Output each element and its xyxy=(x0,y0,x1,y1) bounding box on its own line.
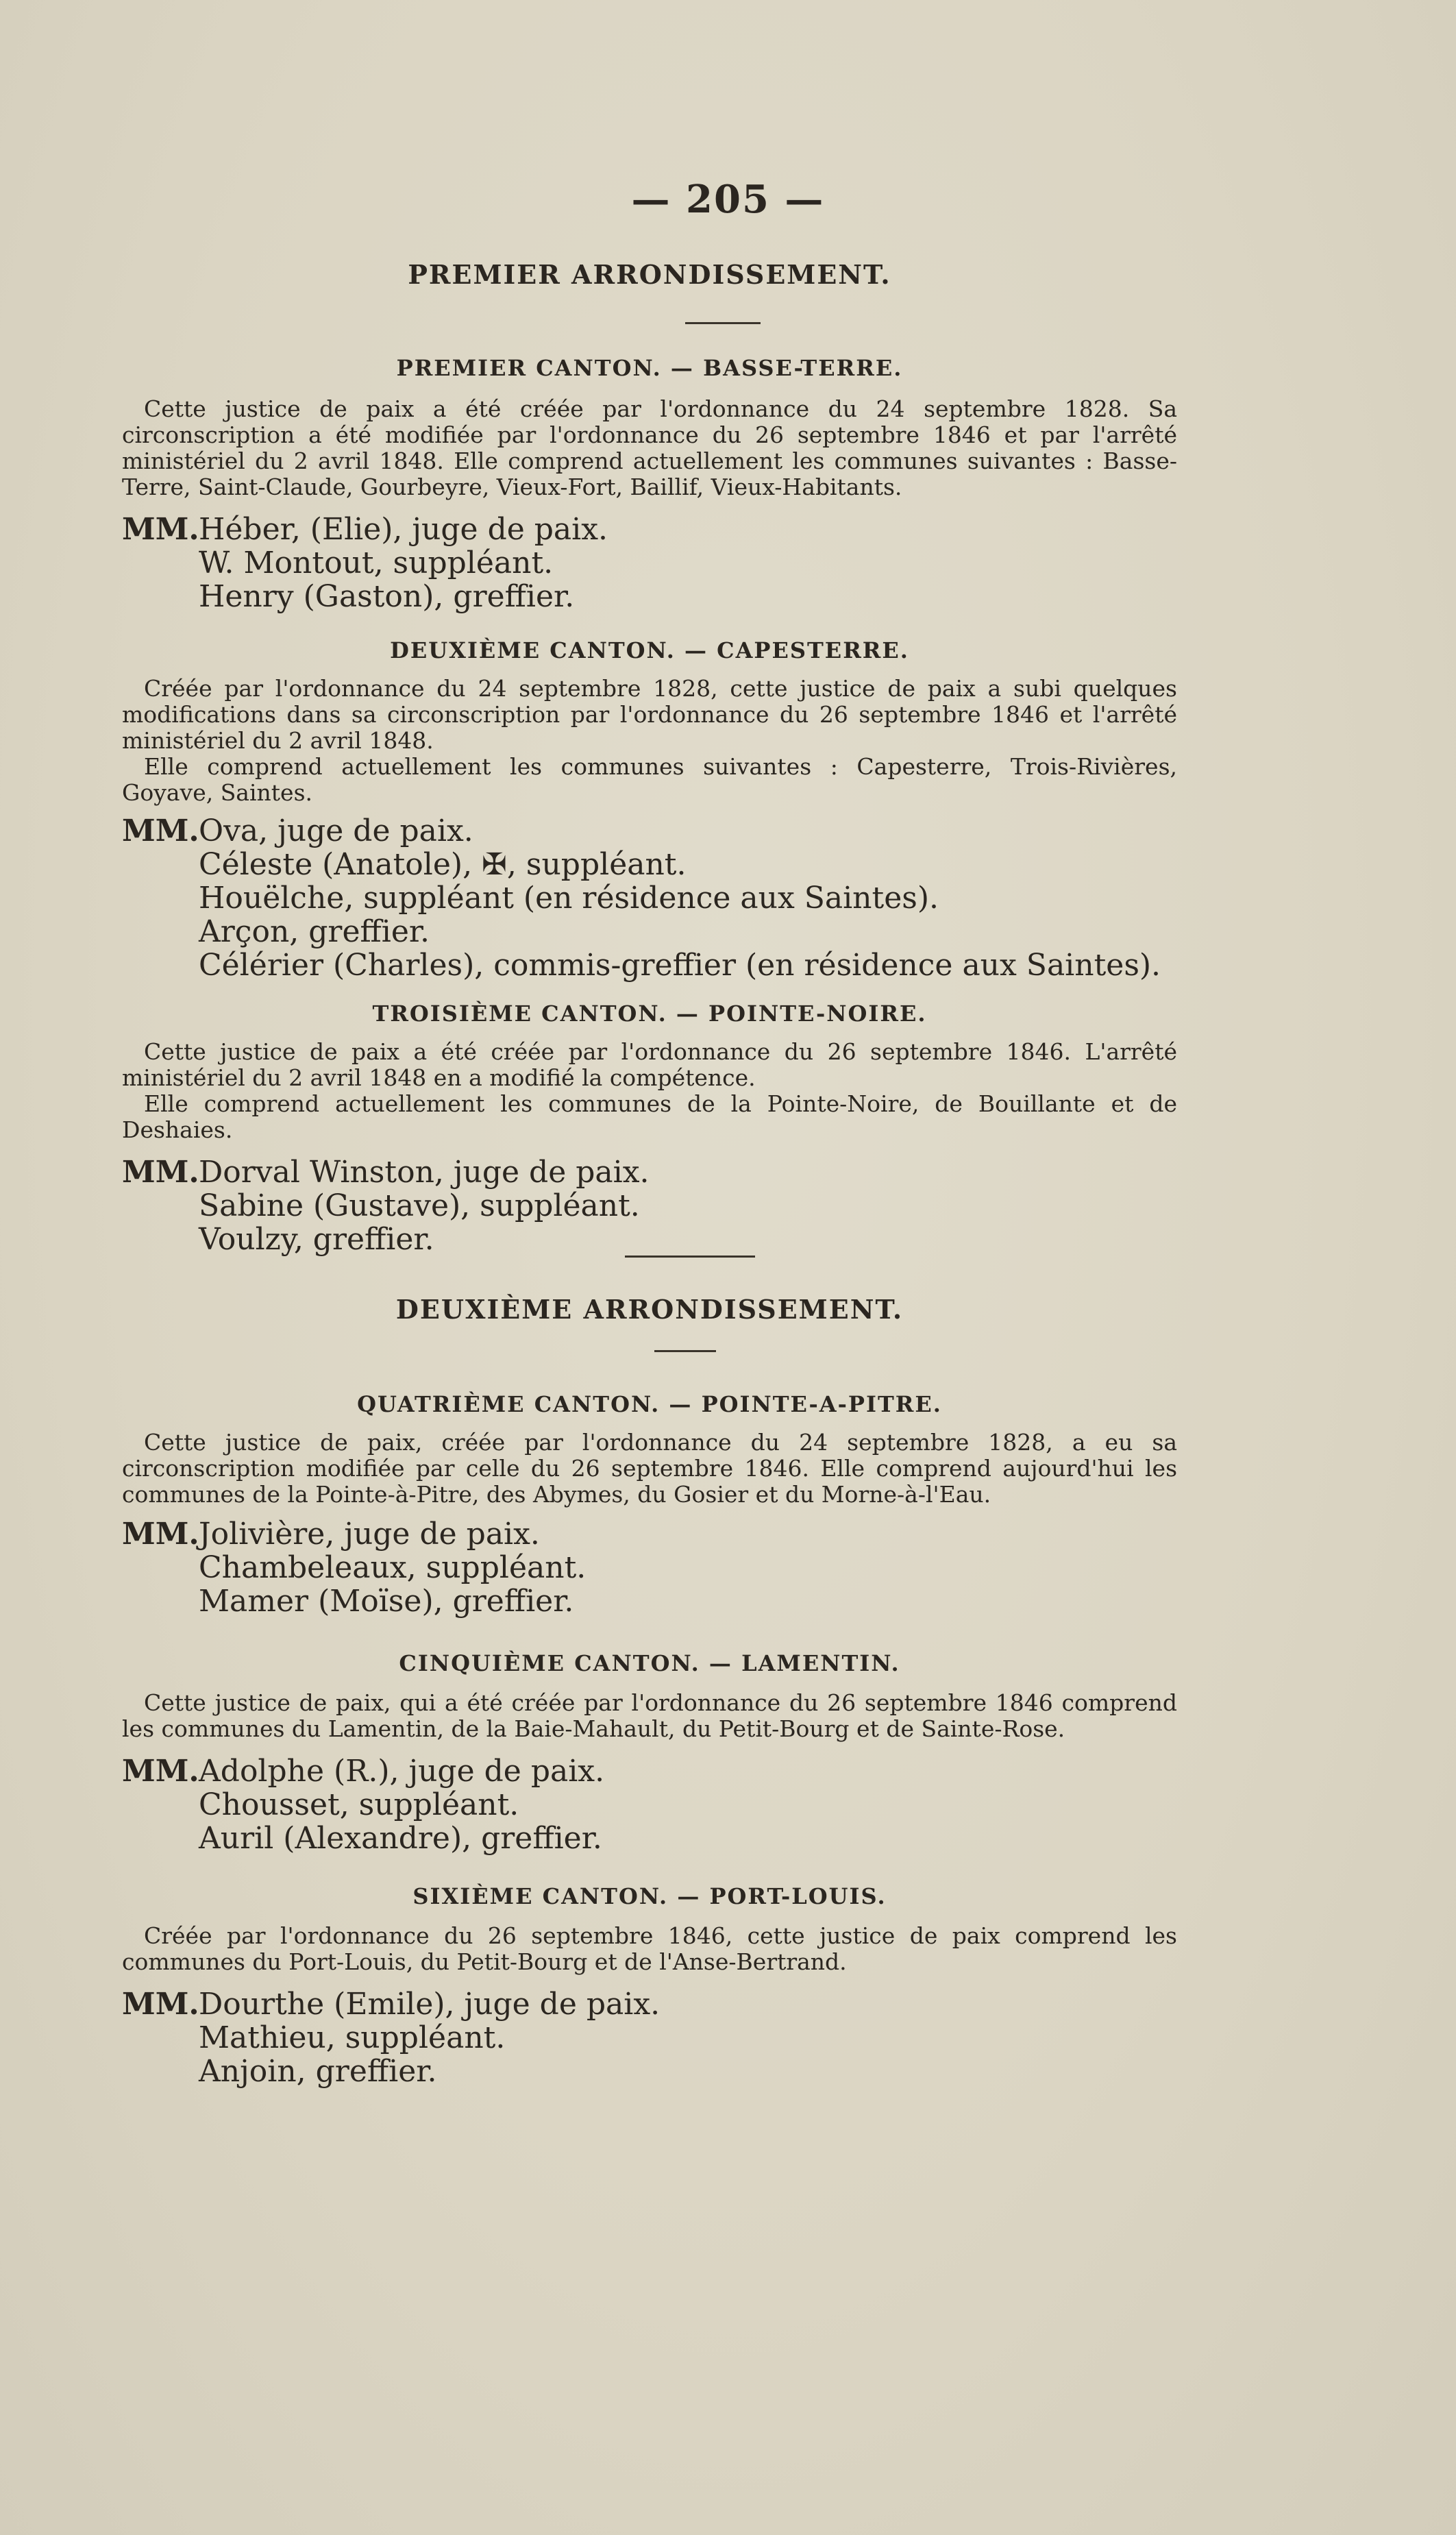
official-name: Anjoin, greffier. xyxy=(199,2054,437,2089)
canton-description: Créée par l'ordonnance du 26 septembre 1846, cette justice de paix comprend les communes du Port-Louis, du Petit-Bourg et de l'Anse-Bertrand. xyxy=(122,1922,1177,1975)
officials-list xyxy=(122,1155,1177,1256)
mm-label: MM. xyxy=(122,1517,199,1552)
official-name: Ova, juge de paix. xyxy=(199,813,473,848)
canton-4 xyxy=(122,1391,1177,1618)
mm-label: MM. xyxy=(122,1987,199,2022)
official-name: W. Montout, suppléant. xyxy=(199,546,554,580)
official-name: Auril (Alexandre), greffier. xyxy=(199,1821,602,1856)
mm-label: MM. xyxy=(122,813,199,848)
canton-description: Elle comprend actuellement les communes suivantes : Capesterre, Trois-Rivières, Goyave, Saintes. xyxy=(122,753,1177,806)
mm-label: MM. xyxy=(122,1155,199,1190)
divider xyxy=(685,322,761,324)
canton-6 xyxy=(122,1883,1177,2088)
canton-heading: QUATRIÈME CANTON. — POINTE-A-PITRE. xyxy=(357,1391,942,1417)
officials-list xyxy=(122,513,1177,613)
official-name: Dorval Winston, juge de paix. xyxy=(199,1155,650,1190)
official-name: Mamer (Moïse), greffier. xyxy=(199,1584,574,1619)
official-name: Jolivière, juge de paix. xyxy=(199,1517,540,1552)
page-number: — 205 — xyxy=(631,177,825,222)
canton-1 xyxy=(122,355,1177,613)
official-name: Henry (Gaston), greffier. xyxy=(199,579,575,614)
canton-description: Elle comprend actuellement les communes de la Pointe-Noire, de Bouillante et de Deshaies. xyxy=(122,1090,1177,1143)
official-name: Chambeleaux, suppléant. xyxy=(199,1550,587,1585)
official-name: Céleste (Anatole), ✠, suppléant. xyxy=(199,847,687,882)
canton-5 xyxy=(122,1650,1177,1855)
official-name: Sabine (Gustave), suppléant. xyxy=(199,1188,640,1223)
canton-description: Créée par l'ordonnance du 24 septembre 1828, cette justice de paix a subi quelques modifications dans sa circonscription par l'ordonnance du 26 septembre 1846 et l'arrêté ministériel du 2 avril 1848. xyxy=(122,675,1177,754)
official-name: Houëlche, suppléant (en résidence aux Saintes). xyxy=(199,881,939,916)
canton-description: Cette justice de paix a été créée par l'ordonnance du 26 septembre 1846. L'arrêté ministériel du 2 avril 1848 en a modifié la compétence. xyxy=(122,1038,1177,1091)
official-name: Héber, (Elie), juge de paix. xyxy=(199,512,608,547)
officials-list xyxy=(122,1754,1177,1855)
canton-3 xyxy=(122,1001,1177,1256)
official-name: Dourthe (Emile), juge de paix. xyxy=(199,1987,661,2022)
officials-list xyxy=(122,1517,1177,1618)
mm-label: MM. xyxy=(122,1754,199,1789)
divider xyxy=(625,1256,755,1258)
officials-list xyxy=(122,814,1177,982)
divider xyxy=(654,1350,716,1352)
canton-description: Cette justice de paix, créée par l'ordonnance du 24 septembre 1828, a eu sa circonscription modifiée par celle du 26 septembre 1846. Elle comprend aujourd'hui les communes de la Pointe-à-Pitre, des Abymes, du Gosier et du Morne-à-l'Eau. xyxy=(122,1429,1177,1508)
official-name: Célérier (Charles), commis-greffier (en résidence aux Saintes). xyxy=(199,948,1161,983)
arrondissement-2-title: DEUXIÈME ARRONDISSEMENT. xyxy=(395,1294,904,1325)
mm-label: MM. xyxy=(122,512,199,547)
official-name: Voulzy, greffier. xyxy=(199,1222,434,1257)
officials-list xyxy=(122,1987,1177,2088)
official-name: Adolphe (R.), juge de paix. xyxy=(199,1754,605,1789)
canton-heading: PREMIER CANTON. — BASSE-TERRE. xyxy=(396,355,903,381)
canton-heading: DEUXIÈME CANTON. — CAPESTERRE. xyxy=(390,637,909,663)
canton-description: Cette justice de paix a été créée par l'ordonnance du 24 septembre 1828. Sa circonscription a été modifiée par l'ordonnance du 26 septembre 1846 et par l'arrêté ministériel du 2 avril 1848. Elle comprend actuellement les communes suivantes : Basse-Terre, Saint-Claude, Gourbeyre, Vieux-Fort, Baillif, Vieux-Habitants. xyxy=(122,395,1177,500)
official-name: Mathieu, suppléant. xyxy=(199,2020,506,2055)
arrondissement-1-title: PREMIER ARRONDISSEMENT. xyxy=(408,259,891,290)
canton-heading: CINQUIÈME CANTON. — LAMENTIN. xyxy=(399,1650,900,1676)
canton-description: Cette justice de paix, qui a été créée par l'ordonnance du 26 septembre 1846 comprend les communes du Lamentin, de la Baie-Mahault, du Petit-Bourg et de Sainte-Rose. xyxy=(122,1689,1177,1742)
canton-heading: TROISIÈME CANTON. — POINTE-NOIRE. xyxy=(372,1001,927,1027)
official-name: Chousset, suppléant. xyxy=(199,1787,519,1822)
canton-2 xyxy=(122,637,1177,982)
canton-heading: SIXIÈME CANTON. — PORT-LOUIS. xyxy=(412,1883,887,1909)
official-name: Arçon, greffier. xyxy=(199,914,430,949)
